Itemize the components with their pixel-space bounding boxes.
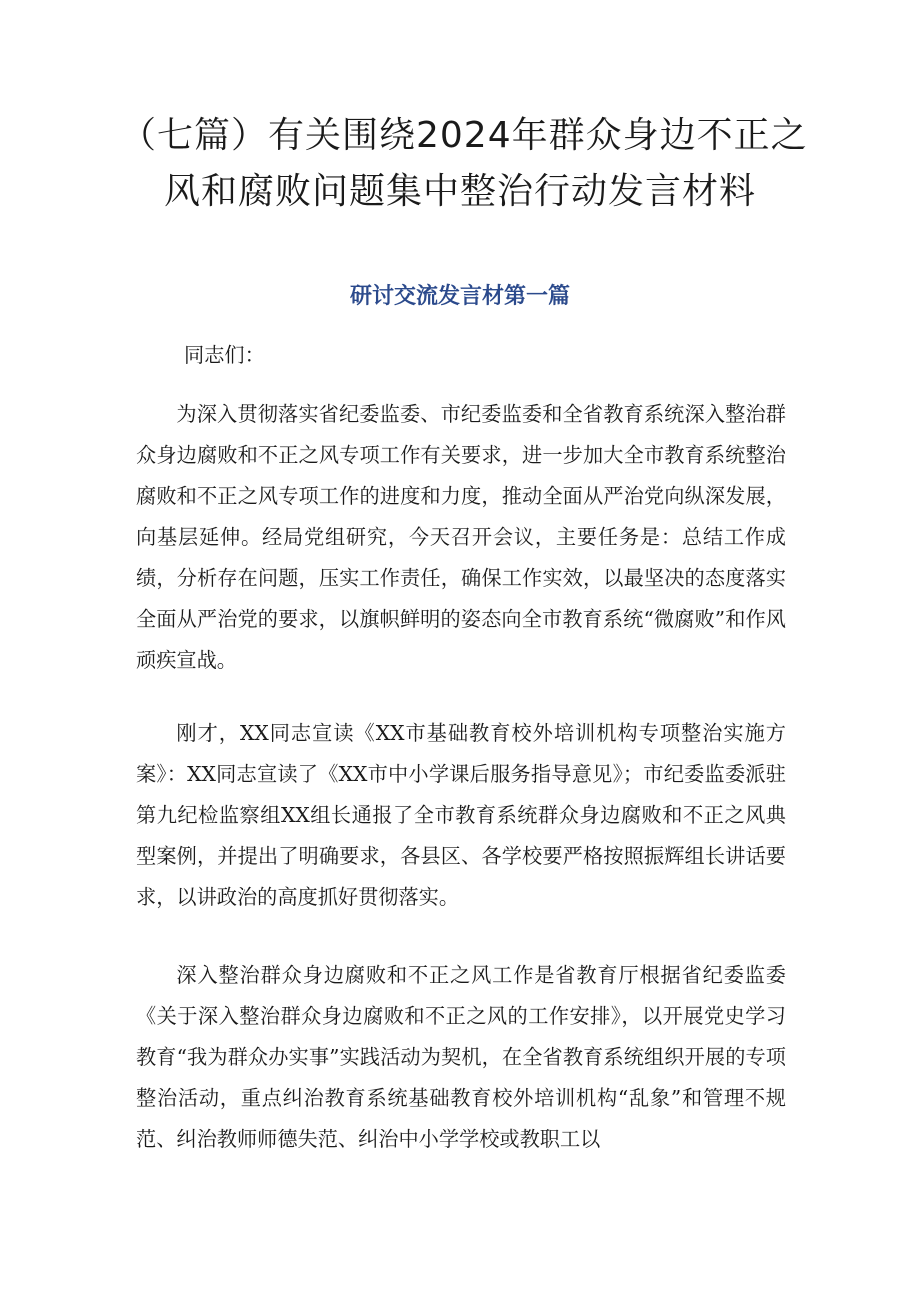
document-title	[120, 108, 808, 220]
paragraph-text: 深入整治群众身边腐败和不正之风工作是省教育厅根据省纪委监委《关于深入整治群众身边腐败和不正之风的工作安排》，以开展党史学习教育“我为群众办实事”实践活动为契机，在全省教育系统组织开展的专项整治活动，重点纠治教育系统基础教育校外培训机构“乱象”和管理不规范、纠治教师师德失范、纠治中小学学校或教职工以	[136, 963, 786, 1151]
document-title-line-2: 风和腐败问题集中整治行动发言材料	[163, 171, 756, 212]
salutation: 同志们：	[184, 343, 265, 367]
body-paragraph-3	[136, 955, 786, 1160]
body-paragraph-2	[136, 713, 786, 918]
document-title-line-1: （七篇）有关围绕2024年群众身边不正之	[120, 115, 808, 156]
section-heading: 研讨交流发言材第一篇	[349, 284, 570, 309]
paragraph-text: 为深入贯彻落实省纪委监委、市纪委监委和全省教育系统深入整治群众身边腐败和不正之风专项工作有关要求，进一步加大全市教育系统整治腐败和不正之风专项工作的进度和力度，推动全面从严治党向纵深发展，向基层延伸。经局党组研究，今天召开会议，主要任务是：总结工作成绩，分析存在问题，压实工作责任，确保工作实效，以最坚决的态度落实全面从严治党的要求，以旗帜鲜明的姿态向全市教育系统“微腐败”和作风顽疾宣战。	[136, 402, 786, 672]
paragraph-text: 刚才，XX同志宣读《XX市基础教育校外培训机构专项整治实施方案》：XX同志宣读了《XX市中小学课后服务指导意见》；市纪委监委派驻第九纪检监察组XX组长通报了全市教育系统群众身边腐败和不正之风典型案例，并提出了明确要求，各县区、各学校要严格按照振辉组长讲话要求，以讲政治的高度抓好贯彻落实。	[136, 721, 786, 909]
body-paragraph-1	[136, 394, 786, 681]
